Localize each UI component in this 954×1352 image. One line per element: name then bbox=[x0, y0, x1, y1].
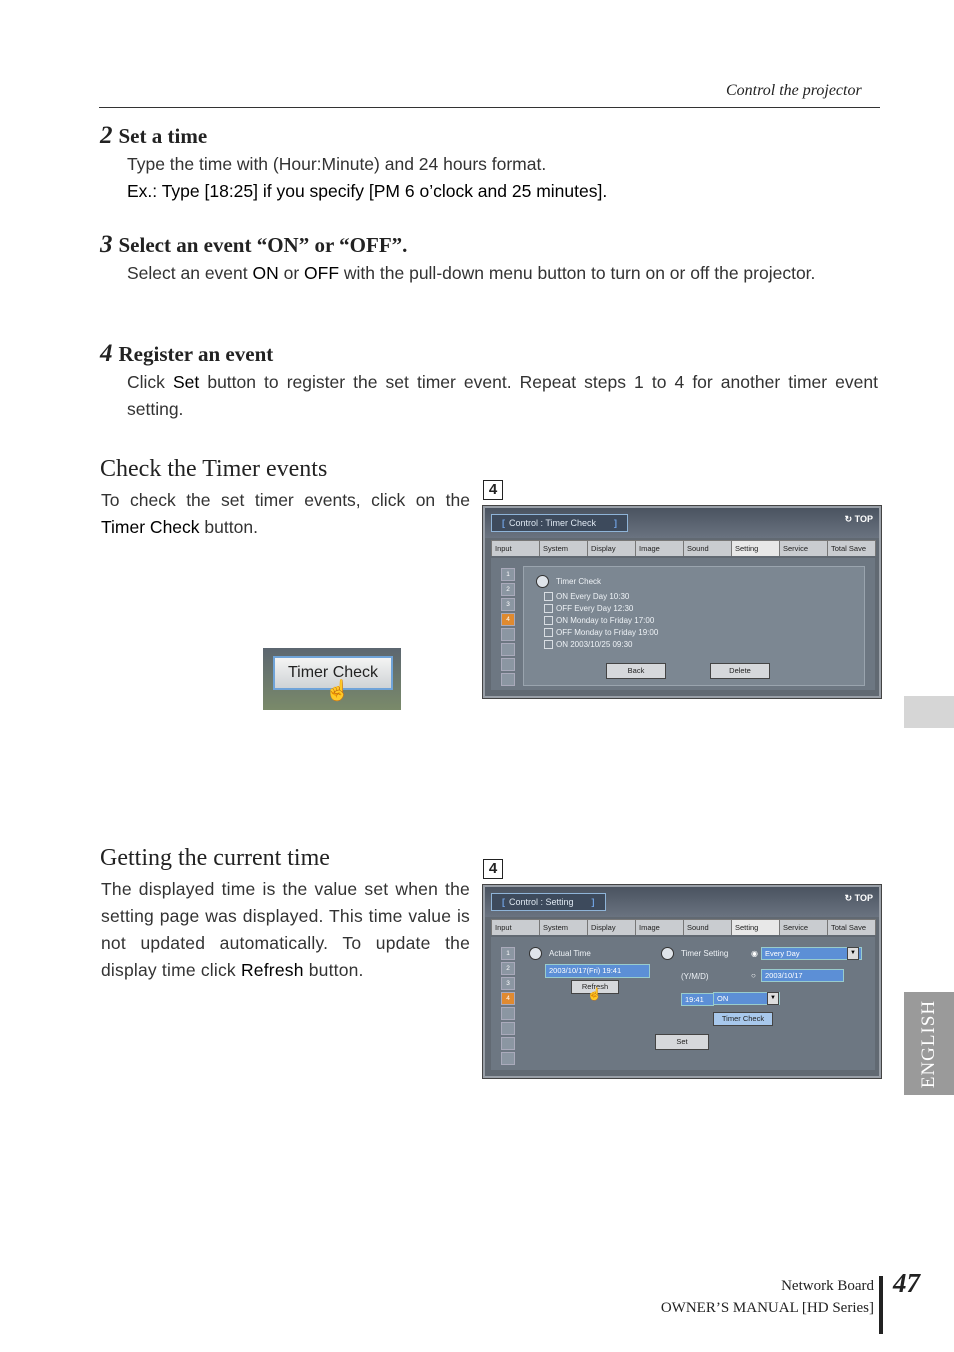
side-button[interactable] bbox=[501, 658, 515, 671]
event-item[interactable]: ON Every Day 10:30 bbox=[544, 592, 629, 601]
content-panel bbox=[491, 937, 875, 1070]
ymd-label: (Y/M/D) bbox=[681, 972, 709, 981]
text: or bbox=[278, 263, 305, 283]
event-item[interactable]: OFF Monday to Friday 19:00 bbox=[544, 628, 658, 637]
hand-cursor-icon: ☝ bbox=[325, 680, 350, 702]
top-label: TOP bbox=[854, 893, 873, 903]
check-timer-title: Check the Timer events bbox=[100, 456, 328, 482]
step-2-line-1: Type the time with (Hour:Minute) and 24 hours format. bbox=[127, 154, 547, 174]
text: button. bbox=[199, 517, 258, 537]
side-button[interactable] bbox=[501, 1037, 515, 1050]
text: button. bbox=[303, 960, 364, 980]
refresh-term: Refresh bbox=[240, 960, 304, 980]
tab-service[interactable]: Service bbox=[779, 540, 828, 556]
page-number-bar bbox=[879, 1276, 883, 1334]
language-tab bbox=[904, 992, 954, 1095]
side-button[interactable] bbox=[501, 1022, 515, 1035]
text: To check the set timer events, click on the bbox=[101, 490, 470, 510]
clock-icon bbox=[661, 947, 674, 960]
time-input[interactable]: 19:41 bbox=[681, 993, 714, 1006]
current-time-title: Getting the current time bbox=[100, 845, 330, 871]
side-button-1[interactable]: 1 bbox=[501, 947, 515, 960]
tab-image[interactable]: Image bbox=[635, 919, 684, 935]
footer-line-1: Network Board bbox=[781, 1278, 874, 1294]
tab-image[interactable]: Image bbox=[635, 540, 684, 556]
actual-time-value: 2003/10/17(Fri) 19:41 bbox=[545, 964, 650, 978]
side-button-3[interactable]: 3 bbox=[501, 977, 515, 990]
refresh-button[interactable]: Refresh bbox=[571, 980, 619, 994]
check-timer-body bbox=[101, 487, 470, 541]
step-2-line-2: Ex.: Type [18:25] if you specify [PM 6 o’clock and 25 minutes]. bbox=[127, 181, 608, 201]
step-4-body bbox=[127, 369, 878, 423]
side-button-3[interactable]: 3 bbox=[501, 598, 515, 611]
side-button-4[interactable]: 4 bbox=[501, 613, 515, 626]
side-button-4[interactable]: 4 bbox=[501, 992, 515, 1005]
step-3-body bbox=[127, 260, 878, 287]
tab-display[interactable]: Display bbox=[587, 919, 636, 935]
text: Click bbox=[127, 372, 173, 392]
running-header: Control the projector bbox=[726, 82, 862, 99]
tab-total-save[interactable]: Total Save bbox=[827, 919, 876, 935]
hand-cursor-icon: ☝ bbox=[587, 987, 602, 1001]
step-label: Set a time bbox=[118, 124, 208, 148]
footer-line-2: OWNER’S MANUAL [HD Series] bbox=[660, 1300, 874, 1316]
step-number: 4 bbox=[100, 340, 113, 367]
step-2-body bbox=[127, 151, 878, 205]
step-4-title bbox=[100, 340, 273, 368]
side-button-1[interactable]: 1 bbox=[501, 568, 515, 581]
side-button[interactable] bbox=[501, 1007, 515, 1020]
onoff-select[interactable]: ON bbox=[713, 992, 780, 1005]
actual-time-label: Actual Time bbox=[549, 949, 591, 958]
radio-selected-icon[interactable]: ◉ bbox=[751, 949, 758, 958]
step-number: 3 bbox=[100, 231, 113, 258]
set-term: Set bbox=[172, 372, 200, 392]
on-term: ON bbox=[252, 263, 279, 283]
timer-check-term: Timer Check bbox=[101, 517, 200, 537]
side-button[interactable] bbox=[501, 628, 515, 641]
chevron-down-icon[interactable]: ▼ bbox=[767, 992, 779, 1005]
back-button[interactable]: Back bbox=[606, 663, 666, 679]
top-icon[interactable]: ↻ TOP bbox=[844, 893, 873, 903]
off-term: OFF bbox=[304, 263, 340, 283]
language-label: ENGLISH bbox=[918, 999, 939, 1088]
text: button to register the set timer event. Repeat steps 1 to 4 for another timer event setting. bbox=[127, 372, 878, 419]
tab-sound[interactable]: Sound bbox=[683, 919, 732, 935]
timer-setting-label: Timer Setting bbox=[681, 949, 729, 958]
side-button-2[interactable]: 2 bbox=[501, 962, 515, 975]
tab-system[interactable]: System bbox=[539, 540, 588, 556]
step-number: 2 bbox=[100, 122, 113, 149]
side-tab-marker bbox=[904, 696, 954, 728]
timer-check-button-image bbox=[263, 648, 401, 710]
delete-button[interactable]: Delete bbox=[710, 663, 770, 679]
page-number: 47 bbox=[893, 1268, 920, 1298]
side-button[interactable] bbox=[501, 1052, 515, 1065]
top-icon[interactable]: ↻ TOP bbox=[844, 514, 873, 524]
clock-icon bbox=[536, 575, 549, 588]
tab-input[interactable]: Input bbox=[491, 919, 540, 935]
date-input[interactable]: 2003/10/17 bbox=[761, 969, 844, 982]
repeat-select[interactable]: Every Day bbox=[761, 947, 862, 960]
tab-input[interactable]: Input bbox=[491, 540, 540, 556]
tab-bar bbox=[491, 540, 875, 556]
timer-check-heading: Timer Check bbox=[556, 577, 602, 586]
header-rule bbox=[99, 107, 880, 108]
clock-icon bbox=[529, 947, 542, 960]
step-label: Register an event bbox=[118, 342, 274, 366]
text: Select an event bbox=[127, 263, 253, 283]
screenshot-title: [ Control : Setting ] bbox=[491, 893, 606, 911]
step-3-title bbox=[100, 231, 407, 259]
timer-check-button[interactable]: Timer Check bbox=[713, 1012, 773, 1026]
step-2-title bbox=[100, 122, 207, 150]
radio-icon[interactable]: ○ bbox=[751, 971, 756, 980]
setting-screenshot bbox=[483, 885, 881, 1078]
figure-badge: 4 bbox=[483, 859, 503, 879]
screenshot-title: [ Control : Timer Check ] bbox=[491, 514, 628, 532]
event-item[interactable]: OFF Every Day 12:30 bbox=[544, 604, 633, 613]
chevron-down-icon[interactable]: ▼ bbox=[847, 947, 859, 960]
timer-check-button[interactable]: Timer Check bbox=[273, 656, 393, 690]
side-button[interactable] bbox=[501, 643, 515, 656]
tab-setting[interactable]: Setting bbox=[731, 919, 780, 935]
figure-badge: 4 bbox=[483, 480, 503, 500]
set-button[interactable]: Set bbox=[655, 1034, 709, 1050]
top-label: TOP bbox=[854, 514, 873, 524]
tab-system[interactable]: System bbox=[539, 919, 588, 935]
step-label: Select an event “ON” or “OFF”. bbox=[118, 233, 408, 257]
tab-display[interactable]: Display bbox=[587, 540, 636, 556]
content-panel bbox=[491, 558, 875, 690]
timer-list-panel bbox=[523, 566, 865, 686]
tab-service[interactable]: Service bbox=[779, 919, 828, 935]
timer-check-screenshot bbox=[483, 506, 881, 698]
side-button[interactable] bbox=[501, 673, 515, 686]
tab-setting[interactable]: Setting bbox=[731, 540, 780, 556]
tab-bar bbox=[491, 919, 875, 935]
tab-total-save[interactable]: Total Save bbox=[827, 540, 876, 556]
text: with the pull-down menu button to turn on or off the projector. bbox=[339, 263, 816, 283]
side-button-2[interactable]: 2 bbox=[501, 583, 515, 596]
event-item[interactable]: ON 2003/10/25 09:30 bbox=[544, 640, 633, 649]
tab-sound[interactable]: Sound bbox=[683, 540, 732, 556]
text: The displayed time is the value set when the setting page was displayed. This time value is not updated automatically. To update the display time click bbox=[101, 879, 470, 980]
event-item[interactable]: ON Monday to Friday 17:00 bbox=[544, 616, 654, 625]
current-time-body bbox=[101, 876, 470, 984]
